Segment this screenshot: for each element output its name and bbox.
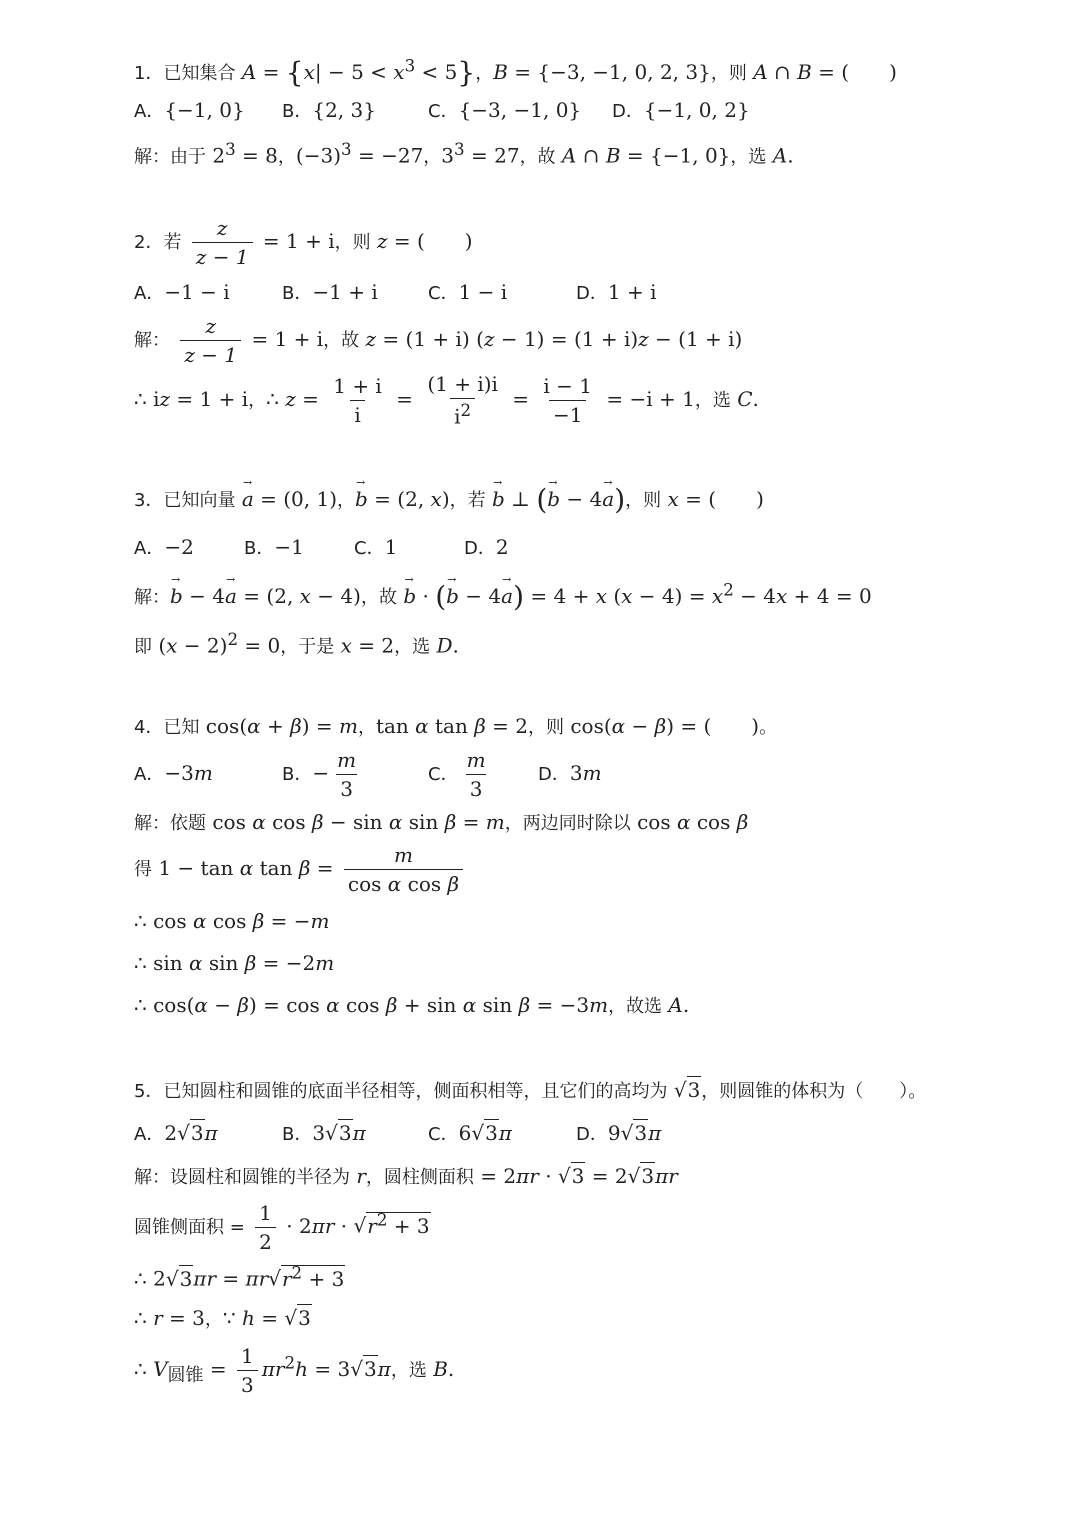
q5-solution-5: ∴ $V_{圆锥}$ = $\frac{1}{3}$ $\pi r^2h = 3√3\pi$，选 B. — [134, 1344, 455, 1397]
q1-solution: 解：由于 $2^3 = 8$，$(-3)^3 = -27$，$3^3 = 27$，故 A ∩ B = {−1, 0}，选 A. — [134, 140, 794, 168]
q1-options — [134, 98, 750, 123]
q5-solution-1: 解：设圆柱和圆锥的半径为 r，圆柱侧面积 = 2πr · √3 = 2√3πr — [134, 1164, 678, 1188]
q4-solution-1: 解：依题 cos α cos β − sin α sin β = m，两边同时除以 cos α cos β — [134, 810, 749, 834]
q1-option-d: D．{−1, 0, 2} — [612, 98, 750, 122]
q5-solution-4: ∴ r = 3，∵ h = √3 — [134, 1306, 311, 1330]
q1-option-a: A．{−1, 0} — [134, 98, 245, 122]
q5-solution-2: 圆锥侧面积 = $\frac{1}{2}$ · $2\pi r \cdot √r^2 + 3$ — [134, 1201, 430, 1254]
q2-options — [134, 280, 656, 305]
q4-option-d: D．3m — [538, 761, 602, 785]
q4-stem: 4．已知 cos(α + β) = m，tan α tan β = 2，则 cos(α − β) = ( )。 — [134, 714, 778, 738]
q5-options — [134, 1121, 661, 1146]
q2-solution-1: 解： $\frac{z}{z - 1}$ = 1 + i，故 z = (1 + i) (z − 1) = (1 + i)z − (1 + i) — [134, 314, 743, 367]
q5-option-a: A．2√3π — [134, 1121, 218, 1145]
q3-solution-1: 解：→ b − 4→ a = (2, x − 4)，故 → b · (→ b − 4→ a) = 4 + x $(x - 4) = x^2 - 4x + 4 = 0$ — [134, 580, 872, 614]
q4-solution-5: ∴ cos(α − β) = cos α cos β + sin α sin β = −3m，故选 A. — [134, 993, 690, 1017]
q2-option-d: D．1 + i — [576, 280, 657, 304]
q2-fraction: $\frac{z}{z - 1}$ — [192, 216, 253, 269]
q5-option-d: D．9√3π — [576, 1121, 662, 1145]
q4-option-b: B．− $\frac{m}{3}$ — [282, 748, 357, 801]
q4-option-a: A．−3m — [134, 761, 213, 785]
q5-option-c: C．6√3π — [428, 1121, 512, 1145]
q3-options — [134, 535, 509, 560]
q5-option-b: B．3√3π — [282, 1121, 366, 1145]
q2-option-a: A．−1 − i — [134, 280, 230, 304]
q2-solution-2: ∴ iz = 1 + i，∴ z = $\frac{1 + i}{i}$ = $\frac{(1 + i)i}{i^2}$ = $\frac{i - 1}{-1}$ = −i + 1，选 C. — [134, 372, 759, 429]
q1-number: 1． — [134, 63, 164, 84]
q4-fraction: $\frac{m}{\text{cos α cos β}}$ — [344, 843, 463, 896]
q2-option-b: B．−1 + i — [282, 280, 378, 304]
q3-stem: 3．已知向量 → a = (0, 1)，→ b = (2, x)，若 → b ⊥ (→ b − 4→ a)，则 x = ( ) — [134, 483, 764, 517]
q3-option-c: C．1 — [354, 535, 398, 559]
q3-option-a: A．−2 — [134, 535, 194, 559]
q1-option-b: B．{2, 3} — [282, 98, 376, 122]
q2-stem: 2．若 $\frac{z}{z - 1}$ = 1 + i，则 z = ( ) — [134, 216, 473, 269]
q2-option-c: C．1 − i — [428, 280, 508, 304]
q3-option-d: D．2 — [464, 535, 509, 559]
q4-solution-3: ∴ cos α cos β = −m — [134, 909, 330, 933]
q4-option-c: C． $\frac{m}{3}$ — [428, 748, 486, 801]
q4-options — [134, 748, 602, 801]
q5-solution-3: ∴ $2√3\pi r = \pi r√r^2 + 3$ — [134, 1263, 345, 1291]
q1-option-c: C．{−3, −1, 0} — [428, 98, 582, 122]
q5-stem: 5．已知圆柱和圆锥的底面半径相等，侧面积相等，且它们的高均为 √3，则圆锥的体积为（ ）。 — [134, 1078, 927, 1102]
q4-solution-2: 得 1 − tan α tan β = $\frac{m}{\text{cos α cos β}}$ — [134, 843, 467, 896]
q1-stem: 1．已知集合 $A = \{x| - 5 < x^3 < 5\}$，B = {−3, −1, 0, 2, 3}，则 A ∩ B = ( ) — [134, 56, 897, 89]
q3-solution-2: 即 $(x - 2)^2 = 0$，于是 x = 2，选 D. — [134, 630, 459, 658]
q3-option-b: B．−1 — [244, 535, 304, 559]
q4-solution-4: ∴ sin α sin β = −2m — [134, 951, 335, 975]
